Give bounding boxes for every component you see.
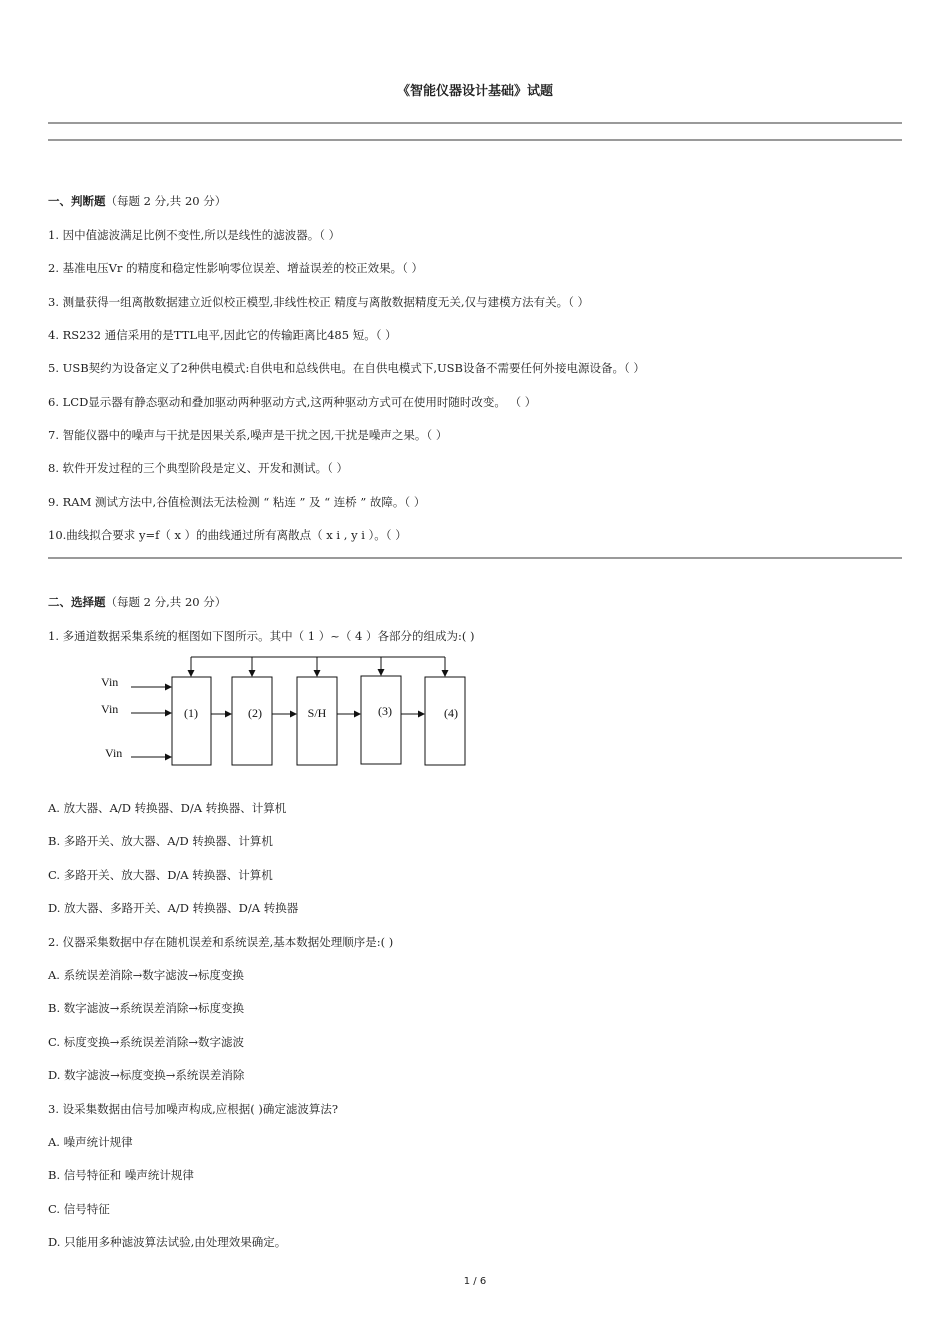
mc-q3-option-b: B. 信号特征和 噪声统计规律 — [48, 1168, 194, 1182]
tf-item-1: 1. 因中值滤波满足比例不变性,所以是线性的滤波器。（ ） — [48, 228, 341, 242]
section2-title: 二、选择题 — [48, 595, 106, 609]
tf-item-3: 3. 测量获得一组离散数据建立近似校正模型,非线性校正 精度与离散数据精度无关,仅与建模方法有关。（ ） — [48, 295, 589, 309]
diagram-block-label-3: (3) — [378, 704, 392, 718]
diagram-input-label-2: Vin — [101, 702, 119, 716]
diagram-block-4 — [425, 677, 465, 765]
mc-q3-option-c: C. 信号特征 — [48, 1202, 110, 1216]
block-diagram — [95, 650, 475, 770]
tf-item-9: 9. RAM 测试方法中,谷值检测法无法检测 “ 粘连 ” 及 “ 连桥 ” 故障。（ ） — [48, 495, 426, 509]
mc-q1-option-d: D. 放大器、多路开关、A/D 转换器、D/A 转换器 — [48, 901, 299, 915]
mc-q3-option-d: D. 只能用多种滤波算法试验,由处理效果确定。 — [48, 1235, 287, 1249]
tf-item-7: 7. 智能仪器中的噪声与干扰是因果关系,噪声是干扰之因,干扰是噪声之果。（ ） — [48, 428, 448, 442]
mc-q2-option-c: C. 标度变换→系统误差消除→数字滤波 — [48, 1035, 244, 1049]
diagram-block-sh — [297, 677, 337, 765]
diagram-block-1 — [172, 677, 211, 765]
diagram-block-label-4: (4) — [444, 706, 458, 720]
tf-item-5: 5. USB契约为设备定义了2种供电模式:自供电和总线供电。在自供电模式下,USB设备不需要任何外接电源设备。（ ） — [48, 361, 645, 375]
diagram-block-2 — [232, 677, 272, 765]
mc-q3-option-a: A. 噪声统计规律 — [48, 1135, 133, 1149]
mc-q2-option-b: B. 数字滤波→系统误差消除→标度变换 — [48, 1001, 245, 1015]
mc-question-1: 1. 多通道数据采集系统的框图如下图所示。其中（ 1 ）~（ 4 ）各部分的组成为:( ) — [48, 629, 475, 643]
mc-q1-option-a: A. 放大器、A/D 转换器、D/A 转换器、计算机 — [48, 801, 287, 815]
diagram-input-label-3: Vin — [105, 746, 123, 760]
diagram-block-label-1: (1) — [184, 706, 198, 720]
mc-q2-option-d: D. 数字滤波→标度变换→系统误差消除 — [48, 1068, 245, 1082]
section-divider — [48, 557, 902, 559]
mc-q2-option-a: A. 系统误差消除→数字滤波→标度变换 — [48, 968, 244, 982]
section2-note: （每题 2 分,共 20 分） — [105, 595, 227, 609]
header-rule-bottom — [48, 139, 902, 141]
header-rule-top — [48, 122, 902, 124]
page-title: 《智能仪器设计基础》试题 — [396, 84, 553, 99]
mc-question-3: 3. 设采集数据由信号加噪声构成,应根据( )确定滤波算法? — [48, 1102, 339, 1116]
tf-item-4: 4. RS232 通信采用的是TTL电平,因此它的传输距离比485 短。（ ） — [48, 328, 397, 342]
tf-item-10: 10.曲线拟合要求 y=f（ x ）的曲线通过所有离散点（ x i , y i ）。（ ） — [48, 528, 407, 542]
section1-title: 一、判断题 — [48, 194, 106, 208]
diagram-block-label-sh: S/H — [307, 706, 327, 720]
section1-heading — [48, 193, 226, 209]
mc-q1-option-c: C. 多路开关、放大器、D/A 转换器、计算机 — [48, 868, 273, 882]
section2-heading — [48, 594, 226, 610]
tf-item-6: 6. LCD显示器有静态驱动和叠加驱动两种驱动方式,这两种驱动方式可在使用时随时改变。 （ ） — [48, 395, 537, 409]
diagram-input-label-1: Vin — [101, 675, 119, 689]
mc-q1-option-b: B. 多路开关、放大器、A/D 转换器、计算机 — [48, 834, 273, 848]
page-number: 1 / 6 — [463, 1276, 487, 1287]
diagram-block-3 — [361, 676, 401, 764]
diagram-block-label-2: (2) — [248, 706, 262, 720]
tf-item-8: 8. 软件开发过程的三个典型阶段是定义、开发和测试。（ ） — [48, 461, 349, 475]
mc-question-2: 2. 仪器采集数据中存在随机误差和系统误差,基本数据处理顺序是:( ) — [48, 935, 394, 949]
section1-note: （每题 2 分,共 20 分） — [105, 194, 227, 208]
tf-item-2: 2. 基准电压Vr 的精度和稳定性影响零位误差、增益误差的校正效果。（ ） — [48, 261, 423, 275]
